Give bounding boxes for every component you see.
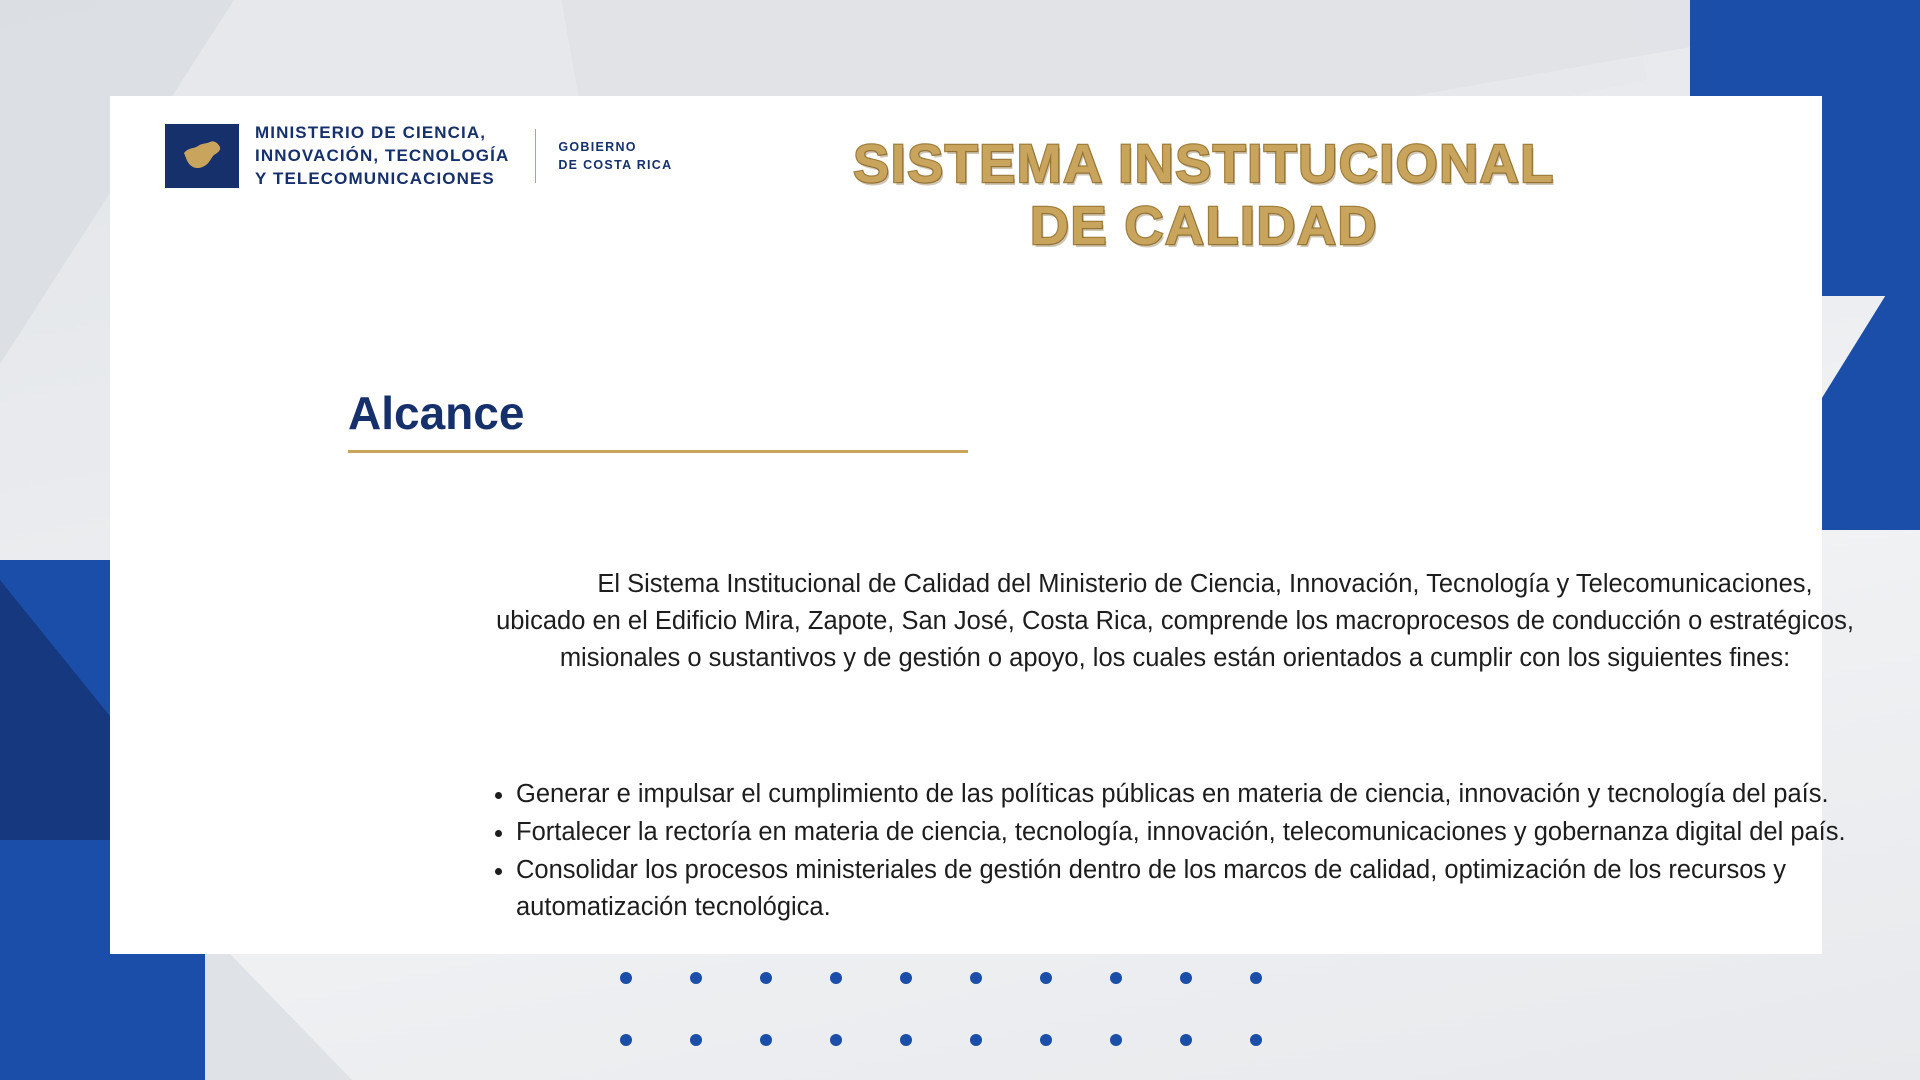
decorative-dot	[760, 972, 772, 984]
government-label	[558, 138, 672, 176]
decorative-dot	[1040, 1034, 1052, 1046]
intro-paragraph: El Sistema Institucional de Calidad del Ministerio de Ciencia, Innovación, Tecnología y Telecomunicaciones, ubicado en el Edificio Mira, Zapote, San José, Costa Rica, comprende los macroprocesos de conducción o estratégicos, misionales o sustantivos y de gestión o apoyo, los cuales están orientados a cumplir con los siguientes fines:	[496, 570, 1854, 673]
decorative-dot	[970, 1034, 982, 1046]
list-item: • Generar e impulsar el cumplimiento de las políticas públicas en materia de ciencia, innovación y tecnología del país.	[516, 776, 1920, 812]
decorative-dot	[1180, 1034, 1192, 1046]
ministry-name-line-3: Y TELECOMUNICACIONES	[255, 168, 495, 188]
decorative-dot	[830, 972, 842, 984]
decorative-dot	[620, 972, 632, 984]
list-item: • Consolidar los procesos ministeriales de gestión dentro de los marcos de calidad, optimización de los recursos y automatización tecnológica.	[516, 852, 1920, 924]
costa-rica-map-icon	[165, 124, 239, 188]
decorative-dot-grid	[620, 972, 1320, 1080]
decorative-dot	[1040, 972, 1052, 984]
content-card	[110, 96, 1854, 954]
decorative-dot	[1110, 1034, 1122, 1046]
decorative-dot	[900, 1034, 912, 1046]
decorative-dot	[1250, 1034, 1262, 1046]
decorative-dot	[1180, 972, 1192, 984]
ministry-logo	[165, 122, 672, 191]
list-item: • Fortalecer la rectoría en materia de ciencia, tecnología, innovación, telecomunicaciones y gobernanza digital del país.	[516, 814, 1920, 850]
decorative-dot	[1250, 972, 1262, 984]
logo-divider	[535, 129, 536, 183]
section-heading	[348, 386, 968, 453]
ministry-name-line-1: MINISTERIO DE CIENCIA,	[255, 123, 487, 142]
decorative-dot	[690, 972, 702, 984]
section-heading-text: Alcance	[348, 387, 525, 439]
decorative-dot	[690, 1034, 702, 1046]
decorative-dot	[1110, 972, 1122, 984]
ministry-name-line-2: INNOVACIÓN, TECNOLOGÍA	[255, 145, 510, 165]
government-label-line-1: GOBIERNO	[558, 139, 637, 154]
decorative-dot	[760, 1034, 772, 1046]
government-label-line-2: DE COSTA RICA	[558, 158, 673, 173]
page-title: SISTEMA INSTITUCIONAL DE CALIDAD	[853, 134, 1555, 256]
decorative-dot	[970, 972, 982, 984]
ministry-name	[255, 122, 509, 191]
decorative-dot	[900, 972, 912, 984]
bullet-list	[488, 776, 1920, 927]
section-heading-rule	[348, 450, 968, 453]
decorative-dot	[620, 1034, 632, 1046]
decorative-dot	[830, 1034, 842, 1046]
